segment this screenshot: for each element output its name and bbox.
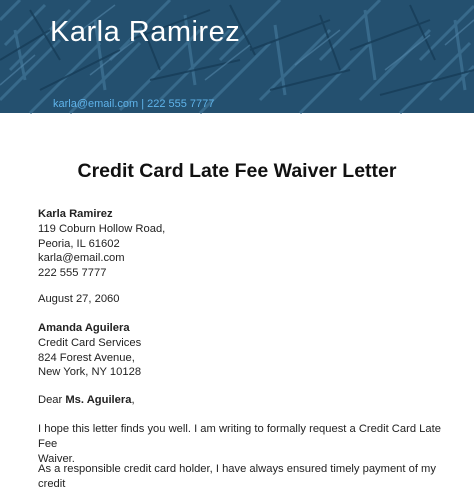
letter-date-block (38, 292, 120, 307)
salutation (38, 393, 135, 408)
sender-address-line2: Peoria, IL 61602 (38, 237, 120, 250)
recipient-address-line2: New York, NY 10128 (38, 366, 142, 379)
salutation-prefix: Dear (38, 394, 66, 406)
salutation-name: Ms. Aguilera (65, 394, 132, 406)
sender-email: karla@email.com (38, 252, 125, 265)
document-title: Credit Card Late Fee Waiver Letter (77, 160, 397, 182)
sender-name: Karla Ramirez (38, 208, 113, 220)
letterhead-banner (0, 0, 474, 113)
sender-contact-line: karla@email.com | 222 555 7777 (53, 98, 215, 110)
recipient-address-line1: 824 Forest Avenue, (38, 351, 135, 364)
paragraph-2-line-1: As a responsible credit card holder, I have always ensured timely payment of my credit (38, 463, 436, 490)
sender-phone: 222 555 7777 (38, 267, 107, 280)
sender-name-heading: Karla Ramirez (50, 16, 241, 48)
salutation-suffix: , (131, 394, 135, 406)
recipient-name: Amanda Aguilera (38, 322, 130, 334)
recipient-company: Credit Card Services (38, 336, 142, 349)
body-paragraph-1 (38, 422, 448, 466)
sender-address-line1: 119 Coburn Hollow Road, (38, 222, 166, 235)
body-paragraph-2 (38, 462, 448, 492)
paragraph-1-line-1: I hope this letter finds you well. I am writing to formally request a Credit Card Late Fee (38, 423, 441, 450)
letter-date: August 27, 2060 (38, 293, 120, 305)
recipient-address-block (38, 321, 141, 380)
paragraph-1-line-2: Waiver. (38, 452, 75, 465)
sender-address-block (38, 207, 165, 281)
